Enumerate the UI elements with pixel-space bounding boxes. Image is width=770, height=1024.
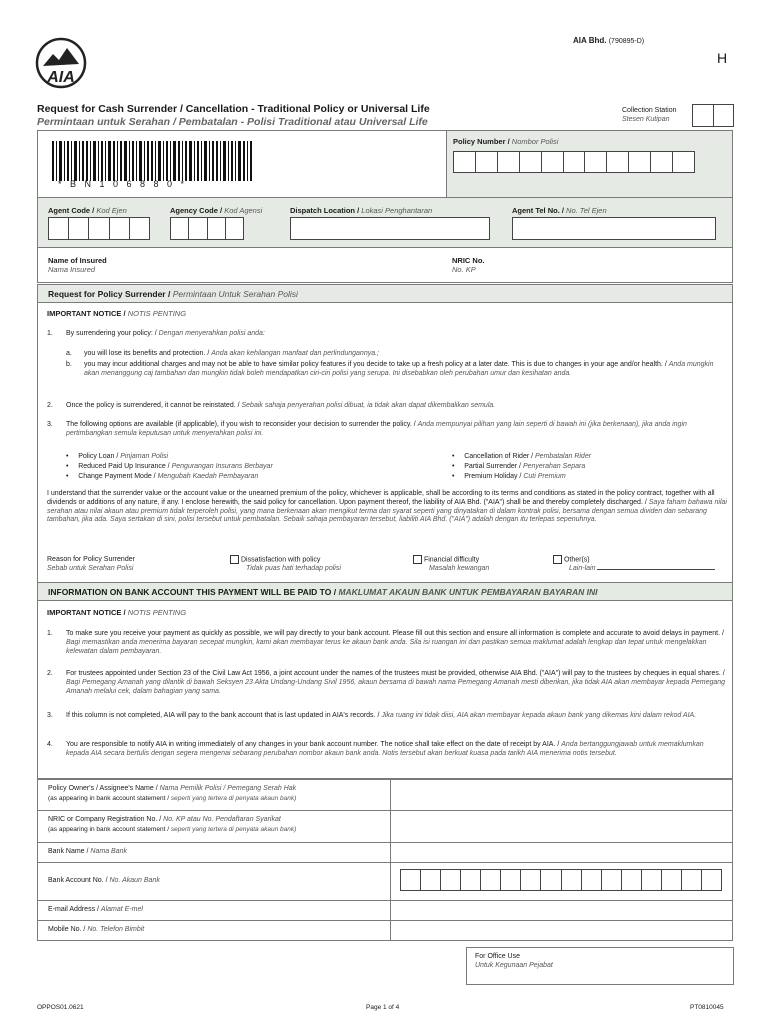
bank-account-boxes[interactable]	[400, 869, 722, 891]
bank-point-1: To make sure you receive your payment as quickly as possible, we will pay directly to your bank account. Please fill out this section and ensure all information is complete and accurate to avoid delays in payment. / Bagi memastikan anda menerima bayaran secepat mungkin, kami akan membayar terus ke akaun bank anda. Sila isi ruangan ini dan pastikan semua maklumat adalah lengkap dan tepat untuk mengelakkan kelewatan dalam pembayaran.	[66, 630, 724, 655]
barcode-text: * B N 1 0 6 8 8 0 *	[58, 179, 188, 189]
barcode-icon	[52, 141, 262, 181]
insured-name-label: Name of Insured	[48, 256, 107, 265]
collection-station-label: Collection Station	[622, 107, 677, 114]
others-checkbox[interactable]	[553, 555, 562, 564]
dispatch-location-label: Dispatch Location / Lokasi Penghantaran	[290, 206, 433, 215]
bank-notice: IMPORTANT NOTICE / NOTIS PENTING	[47, 608, 187, 617]
insured-section	[37, 248, 733, 283]
agent-code-label: Agent Code / Kod Ejen	[48, 206, 127, 215]
reason-dissatisfaction[interactable]: Dissatisfaction with policy Tidak puas hati terhadap polisi	[230, 555, 341, 574]
surrender-section-header: Request for Policy Surrender / Permintaan Untuk Serahan Polisi	[37, 284, 733, 303]
understanding-statement: I understand that the surrender value or the account value or the unearned premium of the policy, whichever is applicable, shall be according to its terms and conditions as stated in the policy contract, together with all dividends or additions of any nature, if any. I enclose herewith, the said policy for cancellation. Upon payment thereof, the liability of AIA Bhd. ("AIA") shall be and thereby completely discharged. / Saya faham bahawa nilai serahan atau nilai akaun atau premium tidak terperoleh polisi, yang mana berkenaan akan mengikut terma dan syarat seperti yang dinyatakan di dalam kontrak polisi, bersama dengan semua dividen dan sebarang tambahan, jika ada. Saya sertakan di sini, polisi tersebut untuk pembatalan. Sebaik sahaja pembayaran tersebut, liabiliti AIA Bhd. ("AIA") adalah dengan itu terlepas sepenuhnya.	[47, 490, 727, 524]
insured-nric-label-ms: No. KP	[452, 265, 476, 274]
footer-doc-code: PT0810045	[690, 1004, 724, 1011]
surrender-point-3: The following options are available (if applicable), if you wish to reconsider your decision to surrender the policy. / Anda mempunyai pilihan yang lain seperti di bawah ini (jika berkenaan), jika anda ingin pertimbangkan semula keputusan untuk menyerahkan polisi ini.	[66, 421, 687, 437]
collection-station-boxes[interactable]	[692, 104, 734, 127]
nric-row[interactable]: NRIC or Company Registration No. / No. KP atau No. Pendaftaran Syarikat (as appearing in bank account statement / seperti yang tertera di penyata akaun bank)	[37, 811, 733, 843]
agency-code-boxes[interactable]	[170, 217, 244, 240]
dissatisfaction-checkbox[interactable]	[230, 555, 239, 564]
aia-logo-icon	[35, 36, 87, 90]
owner-name-row[interactable]: Policy Owner's / Assignee's Name / Nama Pemilik Polisi / Pemegang Serah Hak (as appearing in bank account statement / seperti yang tertera di penyata akaun bank)	[37, 779, 733, 811]
insured-name-label-ms: Nama Insured	[48, 265, 96, 274]
footer-form-code: OPPOS01.0621	[37, 1004, 84, 1011]
dispatch-location-field[interactable]	[290, 217, 490, 240]
option-change-payment-mode: • Change Payment Mode / Mengubah Kaedah Pembayaran	[66, 473, 259, 480]
barcode-area	[38, 131, 446, 197]
bank-point-4: You are responsible to notify AIA in writing immediately of any changes in your bank account number. The notice shall take effect on the date of receipt by AIA. / Anda bertanggungjawab untuk memaklumkan kepada AIA secara bertulis dengan segera mengenai sebarang perubahan nombor akaun bank anda. Notis tersebut akan berkuat kuasa pada tarikh AIA menerima notis tersebut.	[66, 741, 704, 757]
policy-number-area	[446, 131, 732, 197]
insured-nric-label: NRIC No.	[452, 256, 485, 265]
company-name: AIA Bhd.	[573, 36, 607, 45]
surrender-point-1b: you may incur additional charges and may not be able to have similar policy features if you decide to take up a fresh policy at a later date. This is due to changes in your age and/or health. / Anda mungkin akan menanggung caj tambahan dan mungkin tidak boleh mendapatkan ciri-ciri polisi yang serupa. Ini disebabkan oleh perubahan umur dan kesihatan anda.	[84, 361, 714, 377]
company-header	[573, 36, 644, 47]
bank-section-header: INFORMATION ON BANK ACCOUNT THIS PAYMENT WILL BE PAID TO / MAKLUMAT AKAUN BANK UNTUK PEMBAYARAN BAYARAN INI	[37, 582, 733, 601]
office-use-box	[466, 947, 734, 985]
barcode-policy-section	[37, 130, 733, 198]
reason-others[interactable]: Other(s) Lain-lain	[553, 555, 715, 574]
agent-tel-field[interactable]	[512, 217, 716, 240]
bank-name-row[interactable]: Bank Name / Nama Bank	[37, 843, 733, 863]
company-reg: (790895-D)	[608, 38, 645, 45]
bank-point-2: For trustees appointed under Section 23 of the Civil Law Act 1956, a joint account under the names of the trustees must be provided, otherwise AIA Bhd. ("AIA") will pay to the trustees by cheques in equal shares. / Bagi Pemegang Amanah yang dilantik di bawah Seksyen 23 Akta Undang-Undang Sivil 1956, akaun bersama di bawah nama Pemegang Amanah mesti diberikan, jika tidak AIA akan membayar kepada Pemegang Amanah melalui cek, dalam bahagian yang sama.	[66, 670, 726, 695]
form-title: Request for Cash Surrender / Cancellation - Traditional Policy or Universal Life	[37, 103, 430, 115]
surrender-body	[37, 303, 733, 583]
aia-logo	[35, 36, 87, 90]
office-use-label: For Office Use	[475, 953, 520, 960]
bank-point-3: If this column is not completed, AIA will pay to the bank account that is last updated in AIA's records. / Jika ruang ini tidak diisi, AIA akan membayar kepada akaun bank yang dikemas kini dalam rekod AIA.	[66, 712, 697, 719]
corner-code: H	[717, 50, 728, 66]
agent-tel-label: Agent Tel No. / No. Tel Ejen	[512, 206, 607, 215]
logo-text: AIA	[47, 69, 75, 86]
bank-account-row[interactable]: Bank Account No. / No. Akaun Bank	[37, 863, 733, 901]
option-premium-holiday: • Premium Holiday / Cuti Premium	[452, 473, 566, 480]
surrender-point-2: Once the policy is surrendered, it cannot be reinstated. / Sebaik sahaja penyerahan polisi dibuat, ia tidak akan dapat dikembalikan semula.	[66, 402, 496, 409]
options-left-list	[66, 452, 273, 482]
email-row[interactable]: E-mail Address / Alamat E-mel	[37, 901, 733, 921]
footer-page-number: Page 1 of 4	[366, 1004, 400, 1011]
option-partial-surrender: • Partial Surrender / Penyerahan Separa	[452, 463, 586, 470]
agent-section	[37, 198, 733, 248]
agent-code-boxes[interactable]	[48, 217, 150, 240]
surrender-notice: IMPORTANT NOTICE / NOTIS PENTING	[47, 309, 187, 318]
agency-code-label: Agency Code / Kod Agensi	[170, 206, 263, 215]
option-policy-loan: • Policy Loan / Pinjaman Polisi	[66, 453, 169, 460]
policy-number-label: Policy Number / Nombor Polisi	[453, 137, 559, 146]
office-use-label-ms: Untuk Kegunaan Pejabat	[475, 961, 553, 969]
form-title-ms: Permintaan untuk Serahan / Pembatalan - Polisi Traditional atau Universal Life	[37, 116, 428, 128]
mobile-row[interactable]: Mobile No. / No. Telefon Bimbit	[37, 921, 733, 941]
policy-number-boxes[interactable]	[453, 151, 695, 173]
options-right-list	[452, 452, 591, 482]
surrender-point-1a: you will lose its benefits and protection. / Anda akan kehilangan manfaat dan perlindungannya.;	[84, 350, 379, 357]
reason-label: Reason for Policy Surrender Sebab untuk Serahan Polisi	[47, 556, 135, 572]
collection-station-label-ms: Stesen Kutipan	[622, 116, 670, 123]
financial-checkbox[interactable]	[413, 555, 422, 564]
option-reduced-paid-up: • Reduced Paid Up Insurance / Pengurangan Insurans Berbayar	[66, 463, 273, 470]
option-cancellation-rider: • Cancellation of Rider / Pembatalan Rider	[452, 453, 592, 460]
surrender-point-1: By surrendering your policy: / Dengan menyerahkan polisi anda:	[66, 330, 265, 337]
reason-financial[interactable]: Financial difficulty Masalah kewangan	[413, 555, 489, 574]
